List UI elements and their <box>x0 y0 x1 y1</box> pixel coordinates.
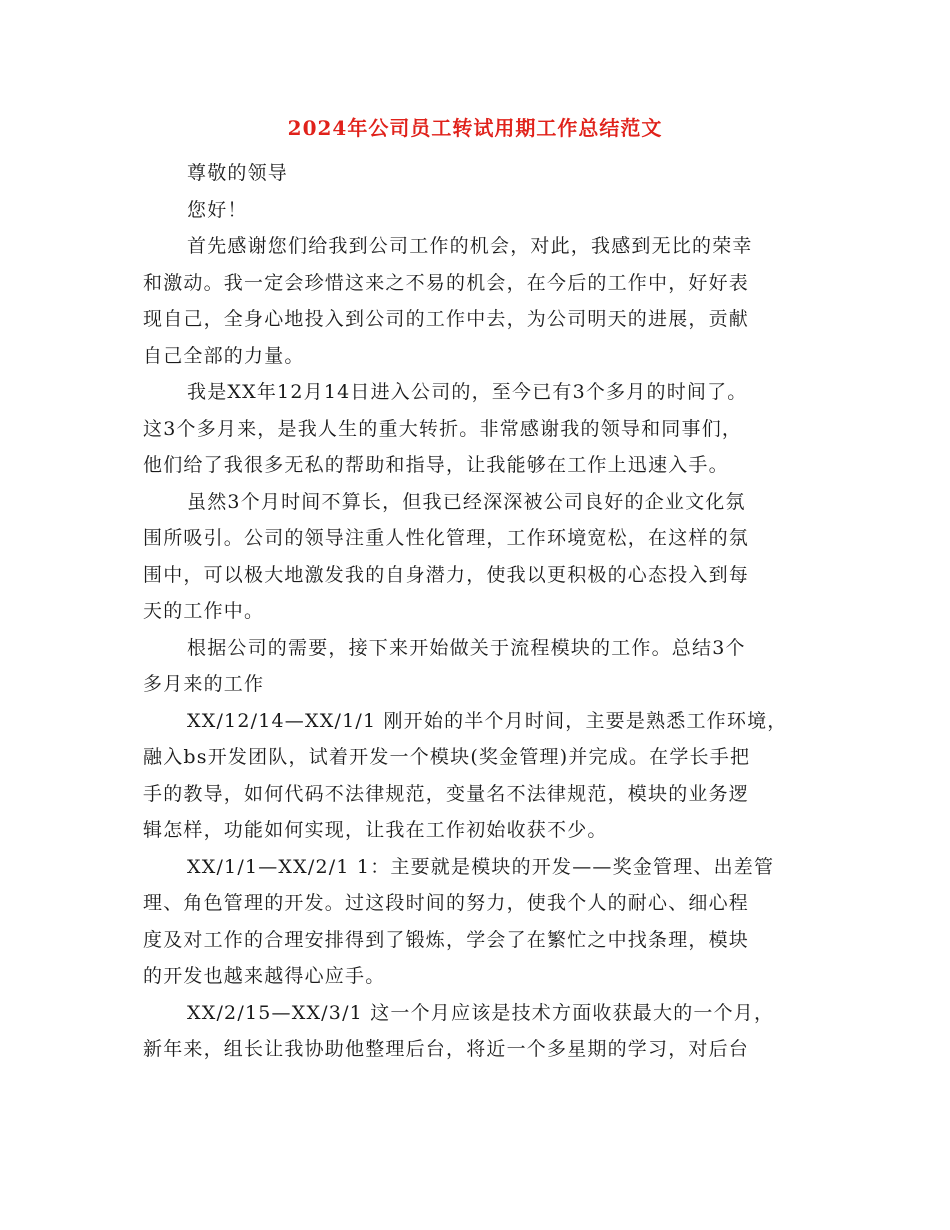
document-body <box>143 155 823 1068</box>
text-line: 根据公司的需要，接下来开始做关于流程模块的工作。总结3个 <box>187 636 746 659</box>
text-line: 尊敬的领导 <box>187 162 289 184</box>
text-line: 围所吸引。公司的领导注重人性化管理，工作环境宽松，在这样的氛 <box>143 527 750 549</box>
text-line: 多月来的工作 <box>143 673 265 695</box>
text-line: 度及对工作的合理安排得到了锻炼，学会了在繁忙之中找条理，模块 <box>143 928 750 951</box>
text-line: XX/2/15—XX/3/1 这一个月应该是技术方面收获最大的一个月， <box>187 1001 775 1024</box>
text-line: 首先感谢您们给我到公司工作的机会，对此，我感到无比的荣幸 <box>187 235 753 257</box>
text-line: 他们给了我很多无私的帮助和指导，让我能够在工作上迅速入手。 <box>143 454 729 476</box>
text-line: 手的教导，如何代码不法律规范，变量名不法律规范，模块的业务逻 <box>143 782 750 805</box>
text-line: 自己全部的力量。 <box>143 344 305 367</box>
text-line: 和激动。我一定会珍惜这来之不易的机会，在今后的工作中，好好表 <box>143 271 750 294</box>
text-line: 融入bs开发团队，试着开发一个模块(奖金管理)并完成。在学长手把 <box>143 746 751 768</box>
text-line: 辑怎样，功能如何实现，让我在工作初始收获不少。 <box>143 819 608 841</box>
text-line: 您好！ <box>187 198 248 221</box>
text-line: 虽然3个月时间不算长，但我已经深深被公司良好的企业文化氛 <box>187 490 746 513</box>
text-line: 现自己，全身心地投入到公司的工作中去，为公司明天的进展，贡献 <box>143 308 750 330</box>
text-line: XX/1/1—XX/2/1 1：主要就是模块的开发——奖金管理、出差管 <box>187 855 775 878</box>
document-title: 2024年公司员工转试用期工作总结范文 <box>287 116 663 140</box>
text-line: 天的工作中。 <box>143 600 265 622</box>
text-line: XX/12/14—XX/1/1 刚开始的半个月时间，主要是熟悉工作环境， <box>187 709 788 732</box>
text-line: 的开发也越来越得心应手。 <box>143 965 386 987</box>
text-line: 这3个多月来，是我人生的重大转折。非常感谢我的领导和同事们， <box>143 417 743 440</box>
text-line: 我是XX年12月14日进入公司的，至今已有3个多月的时间了。 <box>187 381 748 403</box>
text-line: 新年来，组长让我协助他整理后台，将近一个多星期的学习，对后台 <box>143 1038 750 1060</box>
text-line: 理、角色管理的开发。过这段时间的努力，使我个人的耐心、细心程 <box>143 892 750 914</box>
text-line: 围中，可以极大地激发我的自身潜力，使我以更积极的心态投入到每 <box>143 563 750 586</box>
